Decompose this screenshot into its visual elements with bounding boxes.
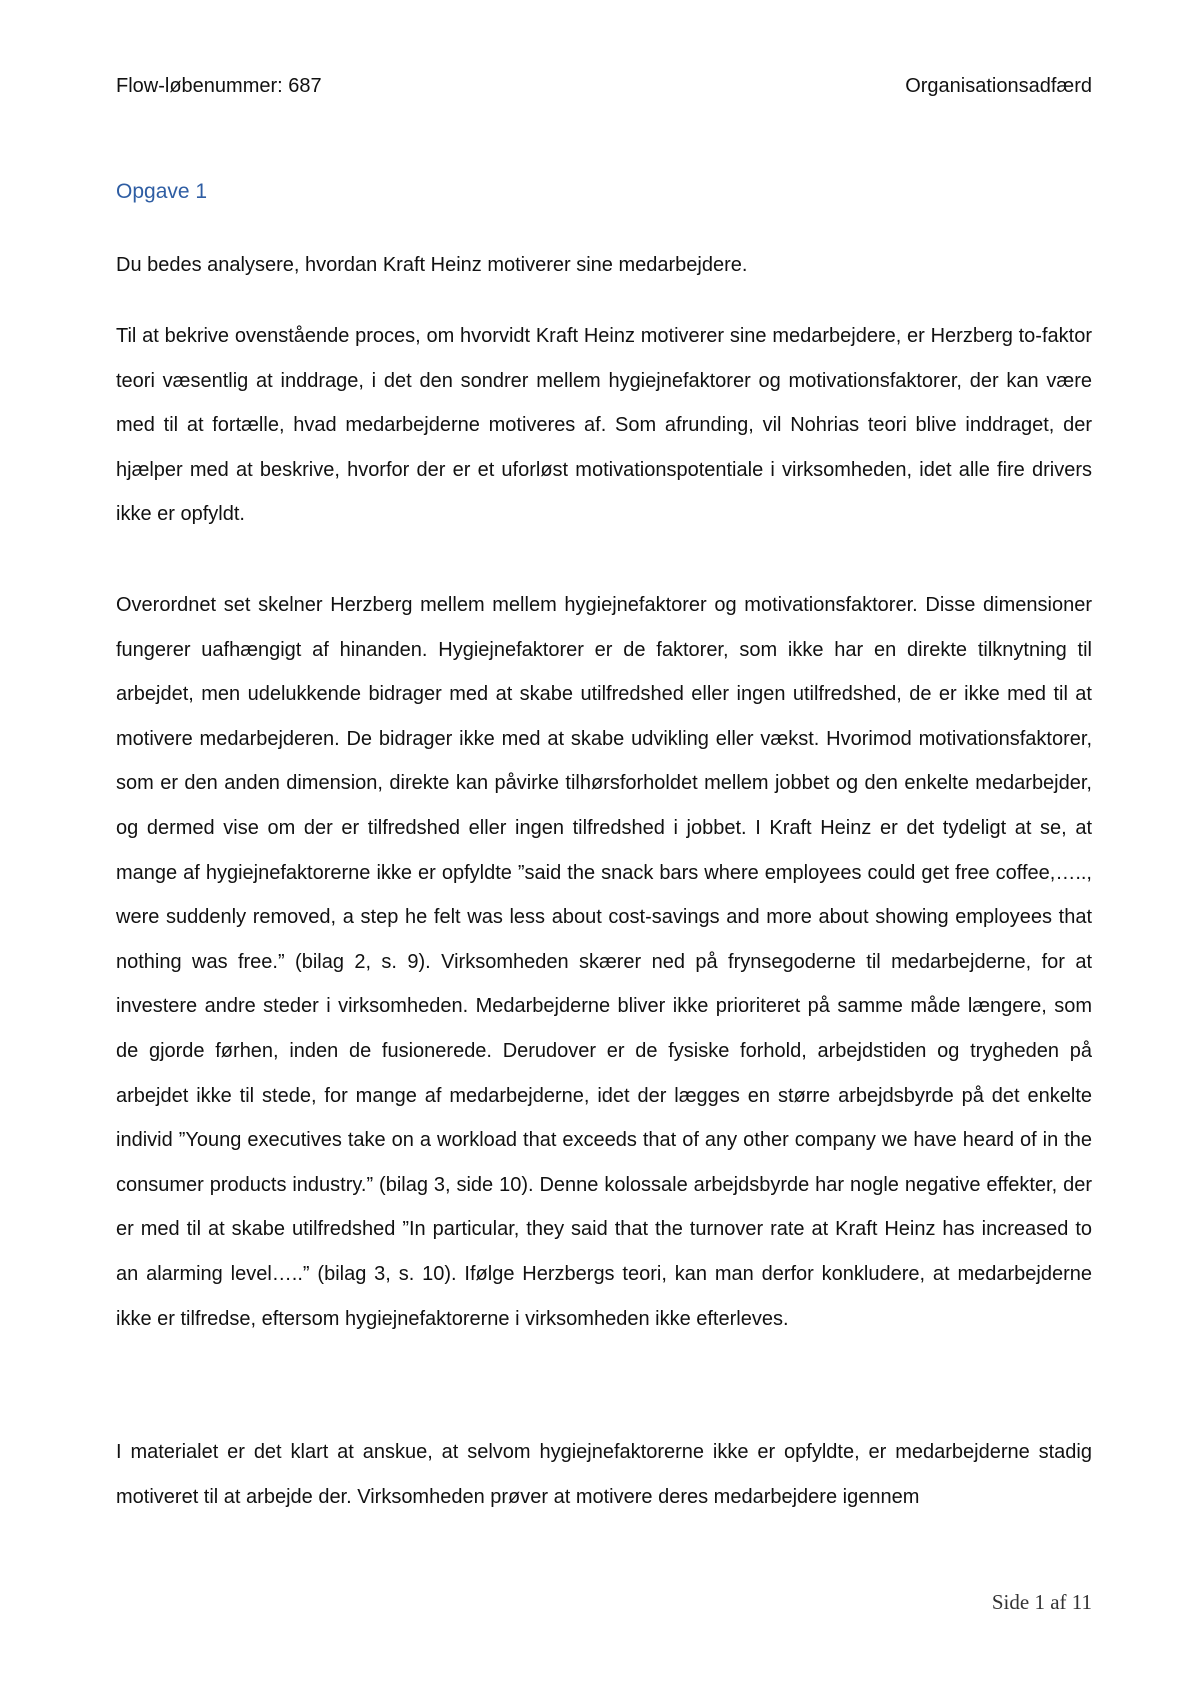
header-flow-number: Flow-løbenummer: 687 [116, 75, 322, 97]
section-heading: Opgave 1 [116, 180, 208, 203]
page-header [116, 73, 1092, 99]
page-number: Side 1 af 11 [991, 1590, 1092, 1614]
assignment-question: Du bedes analysere, hvordan Kraft Heinz motiverer sine medarbejdere. [116, 254, 748, 276]
body-paragraph-herzberg: Overordnet set skelner Herzberg mellem mellem hygiejnefaktorer og motivationsfaktorer. Disse dimensioner fungerer uafhængigt af hinanden. Hygiejnefaktorer er de faktorer, som ikke har en direkte tilknytning til arbejdet, men udelukkende bidrager med at skabe utilfredshed eller ingen utilfredshed, de er ikke med til at motivere medarbejderen. De bidrager ikke med at skabe udvikling eller vækst. Hvorimod motivationsfaktorer, som er den anden dimension, direkte kan påvirke tilhørsforholdet mellem jobbet og den enkelte medarbejder, og dermed vise om der er tilfredshed eller ingen tilfredshed i jobbet. I Kraft Heinz er det tydeligt at se, at mange af hygiejnefaktorerne ikke er opfyldte ”said the snack bars where employees could get free coffee,….., were suddenly removed, a step he felt was less about cost-savings and more about showing employees that nothing was free.” (bilag 2, s. 9). Virksomheden skærer ned på frynsegoderne til medarbejderne, for at investere andre steder i virksomheden. Medarbejderne bliver ikke prioriteret på samme måde længere, som de gjorde førhen, inden de fusionerede. Derudover er de fysiske forhold, arbejdstiden og trygheden på arbejdet ikke til stede, for mange af medarbejderne, idet der lægges en større arbejdsbyrde på det enkelte individ ”Young executives take on a workload that exceeds that of any other company we have heard of in the consumer products industry.” (bilag 3, side 10). Denne kolossale arbejdsbyrde har nogle negative effekter, der er med til at skabe utilfredshed ”In particular, they said that the turnover rate at Kraft Heinz has increased to an alarming level…..” (bilag 3, s. 10). Ifølge Herzbergs teori, kan man derfor konkludere, at medarbejderne ikke er tilfredse, eftersom hygiejnefaktorerne i virksomheden ikke efterleves. [116, 594, 1092, 1330]
header-course-title: Organisationsadfærd [905, 75, 1092, 97]
body-paragraph-continuation: I materialet er det klart at anskue, at selvom hygiejnefaktorerne ikke er opfyldte, er medarbejderne stadig motiveret til at arbejde der. Virksomheden prøver at motivere deres medarbejdere igennem [116, 1441, 1092, 1508]
body-paragraph-intro: Til at bekrive ovenstående proces, om hvorvidt Kraft Heinz motiverer sine medarbejdere, er Herzberg to-faktor teori væsentlig at inddrage, i det den sondrer mellem hygiejnefaktorer og motivationsfaktorer, der kan være med til at fortælle, hvad medarbejderne motiveres af. Som afrunding, vil Nohrias teori blive inddraget, der hjælper med at beskrive, hvorfor der er et uforløst motivationspotentiale i virksomheden, idet alle fire drivers ikke er opfyldt. [116, 325, 1092, 526]
